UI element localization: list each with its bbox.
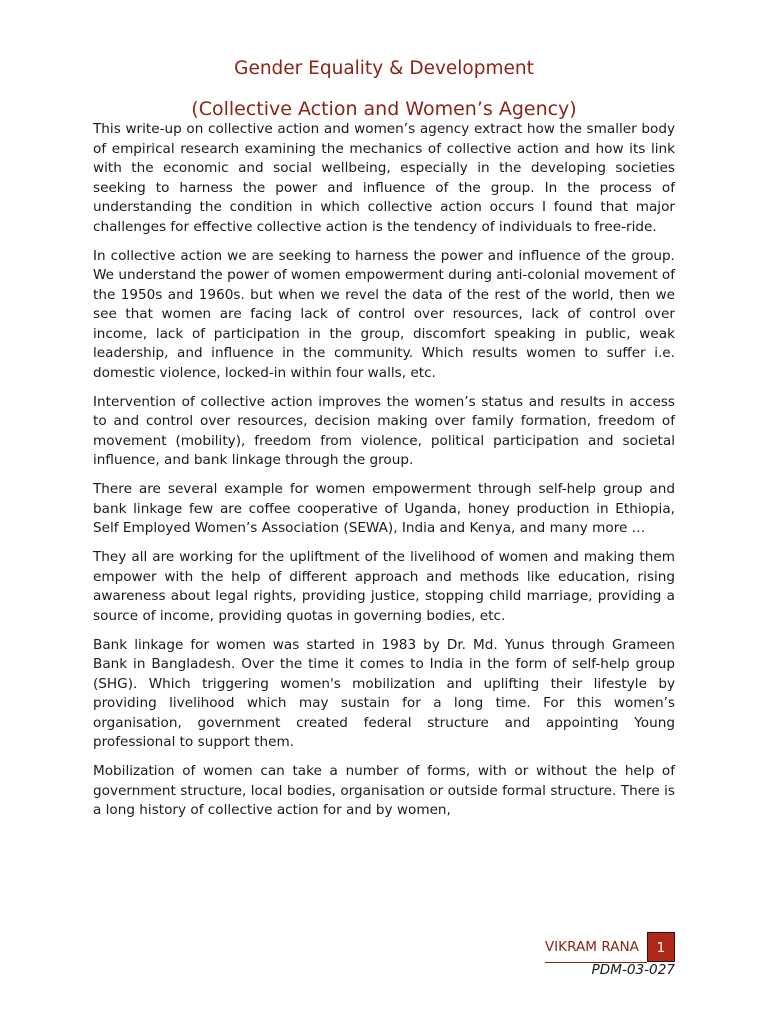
document-title: Gender Equality & Development <box>234 58 534 79</box>
paragraph-7: Mobilization of women can take a number of forms, with or without the help of government structure, local bodies, organisation or outside formal structure. There is a long history of collective action for and by women, <box>93 763 675 818</box>
paragraph-3: Intervention of collective action improves the women’s status and results in access to and control over resources, decision making over family formation, freedom of movement (mobility), freedom from violence, political participation and societal influence, and bank linkage through the group. <box>93 393 675 468</box>
page-footer <box>545 932 675 963</box>
document-subtitle: (Collective Action and Women’s Agency) <box>191 98 577 120</box>
document-body <box>93 120 675 830</box>
paragraph-4: There are several example for women empowerment through self-help group and bank linkage few are coffee cooperative of Uganda, honey production in Ethiopia, Self Employed Women’s Association (SEWA), India and Kenya, and many more … <box>93 481 675 536</box>
paragraph-2: In collective action we are seeking to harness the power and influence of the group. We understand the power of women empowerment during anti-colonial movement of the 1950s and 1960s. but when we revel the data of the rest of the world, then we see that women are facing lack of control over resources, lack of control over income, lack of participation in the group, discomfort speaking in public, weak leadership, and influence in the community. Which results women to suffer i.e. domestic violence, locked-in within four walls, etc. <box>93 247 675 381</box>
footer-code: PDM-03-027 <box>591 962 675 978</box>
paragraph-5: They all are working for the upliftment of the livelihood of women and making them empower with the help of different approach and methods like education, rising awareness about legal rights, providing justice, stopping child marriage, providing a source of income, providing quotas in governing bodies, etc. <box>93 549 675 624</box>
paragraph-1: This write-up on collective action and women’s agency extract how the smaller body of empirical research examining the mechanics of collective action and how its link with the economic and social wellbeing, especially in the developing societies seeking to harness the power and influence of the group. In the process of understanding the condition in which collective action occurs I found that major challenges for effective collective action is the tendency of individuals to free-ride. <box>93 121 675 235</box>
paragraph-6: Bank linkage for women was started in 1983 by Dr. Md. Yunus through Grameen Bank in Bangladesh. Over the time it comes to India in the form of self-help group (SHG). Which triggering women's mobilization and uplifting their lifestyle by providing livelihood which may sustain for a long time. For this women’s organisation, government created federal structure and appointing Young professional to support them. <box>93 636 675 750</box>
footer-author: VIKRAM RANA <box>545 932 647 963</box>
page-number-badge: 1 <box>647 932 675 962</box>
